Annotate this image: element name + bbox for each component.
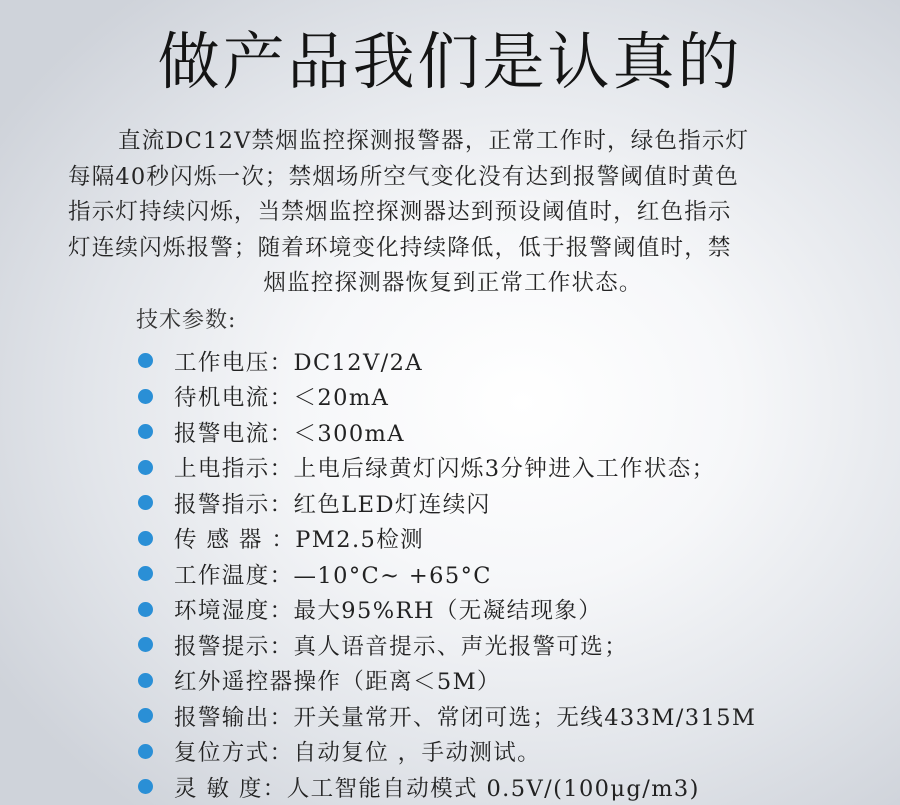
spec-list <box>136 306 876 805</box>
bullet-icon <box>138 779 153 794</box>
intro-line: 灯连续闪烁报警；随着环境变化持续降低，低于报警阈值时，禁 <box>68 234 732 261</box>
spec-item <box>136 592 876 628</box>
intro-line: 每隔40秒闪烁一次；禁烟场所空气变化没有达到报警阈值时黄色 <box>68 163 739 190</box>
spec-item <box>136 769 876 805</box>
spec-text: 红外遥控器操作（距离＜5M） <box>174 669 501 696</box>
spec-heading: 技术参数: <box>136 308 237 333</box>
spec-text: 传 感 器 ：PM2.5检测 <box>174 527 425 554</box>
intro-line: 指示灯持续闪烁，当禁烟监控探测器达到预设阈值时，红色指示 <box>68 199 732 225</box>
bullet-icon <box>138 637 153 652</box>
spec-item <box>136 734 876 770</box>
intro-line: 直流DC12V禁烟监控探测报警器，正常工作时，绿色指示灯 <box>118 128 750 154</box>
spec-text: 报警输出：开关量常开、常闭可选；无线433M/315M <box>174 704 757 731</box>
bullet-icon <box>138 602 153 617</box>
bullet-icon <box>138 353 153 368</box>
bullet-icon <box>138 566 153 581</box>
spec-item <box>136 343 876 379</box>
spec-text: 复位方式：自动复位 ，手动测试。 <box>174 740 542 767</box>
spec-text: 工作电压：DC12V/2A <box>174 349 423 376</box>
page-title: 做产品我们是认真的 <box>157 25 743 98</box>
spec-text: 灵 敏 度：人工智能自动模式 0.5V/(100μg/m3) <box>174 775 700 802</box>
bullet-icon <box>138 708 153 723</box>
bullet-icon <box>138 673 153 688</box>
bullet-icon <box>138 460 153 475</box>
spec-text: 待机电流：＜20mA <box>174 385 390 412</box>
intro-line: 烟监控探测器恢复到正常工作状态。 <box>263 270 643 296</box>
intro-paragraph <box>68 124 838 302</box>
spec-item <box>136 627 876 663</box>
bullet-icon <box>138 531 153 546</box>
spec-text: 环境湿度：最大95%RH（无凝结现象） <box>174 598 603 625</box>
spec-item <box>136 485 876 521</box>
spec-item <box>136 698 876 734</box>
spec-item <box>136 379 876 415</box>
spec-text: 报警指示：红色LED灯连续闪 <box>174 491 491 518</box>
spec-item <box>136 450 876 486</box>
bullet-icon <box>138 424 153 439</box>
spec-text: 上电指示：上电后绿黄灯闪烁3分钟进入工作状态； <box>174 456 716 483</box>
spec-text: 工作温度：—10°C~ +65°C <box>174 562 492 589</box>
spec-item <box>136 521 876 557</box>
spec-text: 报警提示：真人语音提示、声光报警可选； <box>174 633 629 660</box>
spec-text: 报警电流：＜300mA <box>174 420 405 447</box>
spec-item <box>136 414 876 450</box>
bullet-icon <box>138 495 153 510</box>
spec-item <box>136 556 876 592</box>
bullet-icon <box>138 744 153 759</box>
bullet-icon <box>138 389 153 404</box>
spec-item <box>136 663 876 699</box>
